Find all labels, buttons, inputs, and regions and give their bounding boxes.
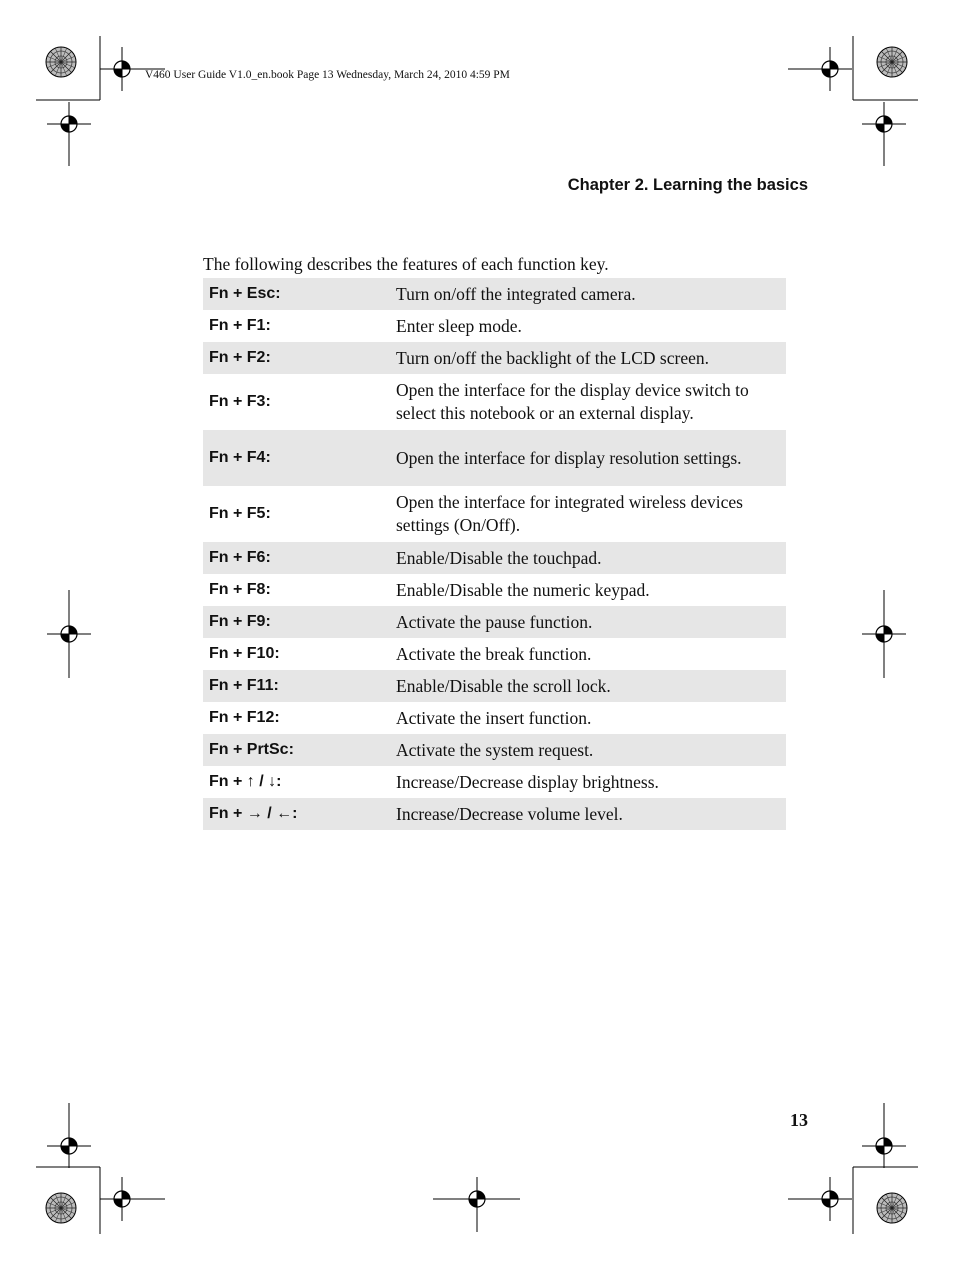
- registration-mark-icon: [100, 1177, 144, 1221]
- page-number: 13: [790, 1110, 808, 1130]
- table-row: [203, 542, 786, 574]
- key-description: Turn on/off the integrated camera.: [390, 278, 786, 310]
- registration-mark-icon: [455, 1177, 499, 1221]
- key-description: Enable/Disable the scroll lock.: [390, 670, 786, 702]
- key-combo: Fn + F9:: [203, 606, 390, 638]
- registration-mark-icon: [862, 1124, 906, 1168]
- table-row: [203, 734, 786, 766]
- table-row: [203, 374, 786, 430]
- key-combo: Fn + → / ←:: [203, 798, 390, 830]
- key-combo: Fn + PrtSc:: [203, 734, 390, 766]
- key-combo: Fn + F8:: [209, 581, 271, 598]
- table-row: [203, 766, 786, 798]
- key-combo: Fn + F3:: [209, 393, 271, 410]
- key-combo: Fn + F6:: [203, 542, 390, 574]
- star-target-icon: [46, 47, 76, 77]
- table-row: [203, 638, 786, 670]
- key-description: Activate the pause function.: [390, 606, 786, 638]
- key-description: Activate the break function.: [396, 643, 592, 664]
- table-row: [203, 486, 786, 542]
- key-description: Activate the insert function.: [396, 707, 592, 728]
- key-description: Open the interface for the display device switch to select this notebook or an external display.: [396, 380, 749, 423]
- key-combo: Fn + F12:: [209, 709, 280, 726]
- key-description: Enable/Disable the numeric keypad.: [396, 579, 650, 600]
- key-description: Open the interface for display resolution settings.: [390, 430, 786, 486]
- table-row: [203, 606, 786, 638]
- table-row: [203, 702, 786, 734]
- table-row: [203, 798, 786, 830]
- key-description: Increase/Decrease volume level.: [390, 798, 786, 830]
- table-row: [203, 670, 786, 702]
- key-description: Enable/Disable the touchpad.: [390, 542, 786, 574]
- registration-mark-icon: [47, 612, 91, 656]
- function-key-table: [203, 278, 786, 830]
- table-row: [203, 278, 786, 310]
- registration-mark-icon: [47, 102, 91, 146]
- table-row: [203, 310, 786, 342]
- registration-mark-icon: [47, 1124, 91, 1168]
- key-combo: Fn + F11:: [203, 670, 390, 702]
- registration-mark-icon: [862, 102, 906, 146]
- table-row: [203, 574, 786, 606]
- key-combo: Fn + F4:: [203, 430, 390, 486]
- key-combo: Fn + F2:: [203, 342, 390, 374]
- key-combo: Fn + F5:: [209, 505, 271, 522]
- registration-mark-icon: [808, 1177, 852, 1221]
- table-row: [203, 430, 786, 486]
- intro-text: The following describes the features of each function key.: [203, 254, 609, 274]
- registration-mark-icon: [100, 47, 144, 91]
- star-target-icon: [46, 1193, 76, 1223]
- key-combo: Fn + Esc:: [203, 278, 390, 310]
- key-description: Turn on/off the backlight of the LCD screen.: [390, 342, 786, 374]
- key-combo: Fn + ↑ / ↓:: [209, 773, 282, 790]
- star-target-icon: [877, 47, 907, 77]
- key-description: Increase/Decrease display brightness.: [396, 771, 659, 792]
- key-description: Activate the system request.: [390, 734, 786, 766]
- registration-mark-icon: [808, 47, 852, 91]
- file-info: V460 User Guide V1.0_en.book Page 13 Wednesday, March 24, 2010 4:59 PM: [145, 69, 510, 81]
- registration-mark-icon: [862, 612, 906, 656]
- key-combo: Fn + F10:: [209, 645, 280, 662]
- star-target-icon: [877, 1193, 907, 1223]
- key-combo: Fn + F1:: [209, 317, 271, 334]
- key-description: Open the interface for integrated wireless devices settings (On/Off).: [396, 492, 743, 535]
- chapter-title: Chapter 2. Learning the basics: [567, 176, 808, 194]
- table-row: [203, 342, 786, 374]
- key-description: Enter sleep mode.: [396, 315, 522, 336]
